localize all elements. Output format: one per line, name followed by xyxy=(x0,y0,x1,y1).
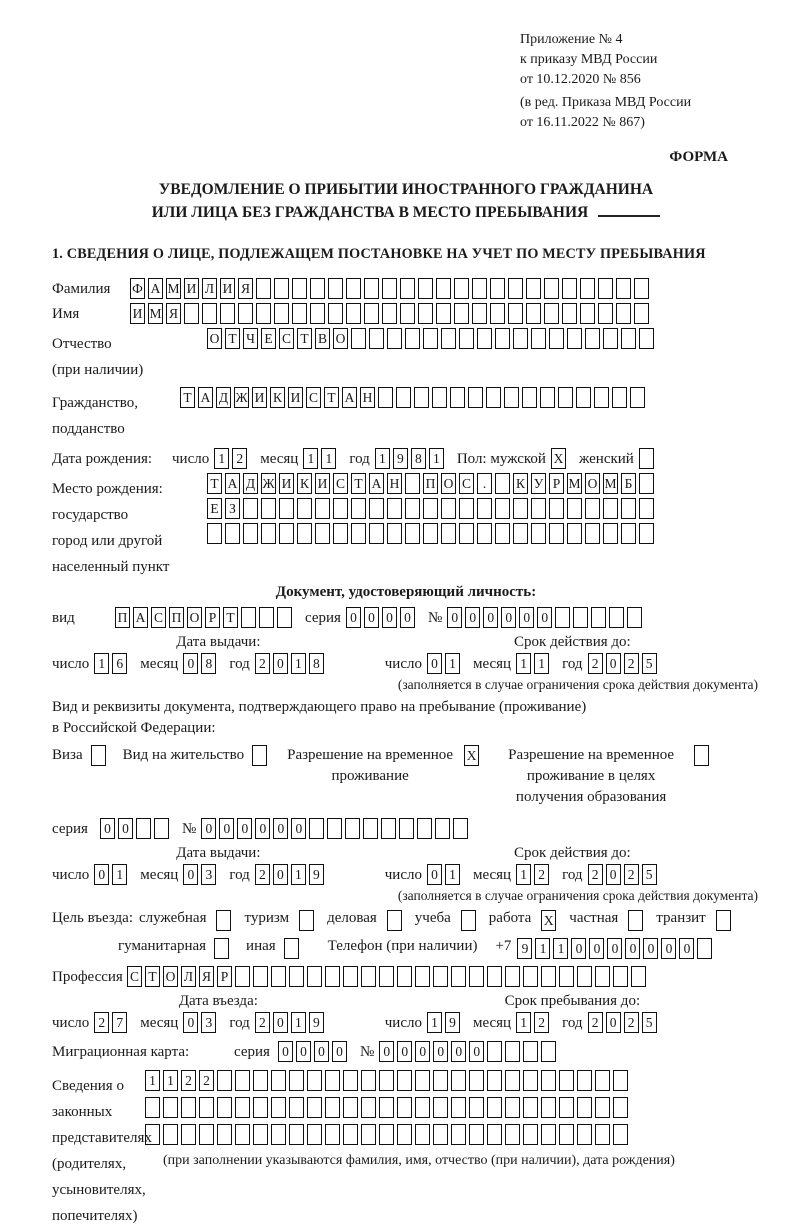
birth-place-row1-boxes[interactable]: Т А Д Ж И К И С Т А Н П О С . К У Р М О М Б xyxy=(207,473,657,494)
representatives-row1-boxes[interactable]: 1 1 2 2 xyxy=(145,1070,675,1091)
entry-day-boxes[interactable]: 2 7 xyxy=(94,1012,130,1033)
birth-day-boxes[interactable]: 1 2 xyxy=(214,448,250,469)
identity-issue-month-boxes[interactable]: 0 8 xyxy=(183,653,219,674)
identity-doc-heading: Документ, удостоверяющий личность: xyxy=(275,584,537,600)
purpose-humanitarian-checkbox[interactable] xyxy=(214,938,232,959)
month-label: месяц xyxy=(260,451,299,467)
valid-until-label: Срок действия до: xyxy=(514,845,631,861)
appendix-line: Приложение № 4 xyxy=(520,32,623,47)
residence-issue-date: число 0 1 месяц 0 3 год 2 0 1 9 xyxy=(52,864,385,885)
series-label: серия xyxy=(52,821,88,837)
representatives-note: (при заполнении указываются фамилия, имя, отчество (при наличии), дата рождения) xyxy=(163,1153,675,1168)
doc-series-boxes[interactable]: 0 0 0 0 xyxy=(346,607,418,628)
doc-number-boxes[interactable]: 0 0 0 0 0 0 xyxy=(447,607,645,628)
temp-permit-label: Разрешение на временное проживание xyxy=(287,747,454,784)
purpose-business-label: деловая xyxy=(327,910,377,926)
stay-month-boxes[interactable]: 1 2 xyxy=(516,1012,552,1033)
appendix-block xyxy=(520,30,760,133)
representatives-label: Сведения о законных представителях (родителях, усыновителях, попечителях) xyxy=(52,1078,152,1224)
restriction-note: (заполняется в случае ограничения срока действия документа) xyxy=(397,677,758,692)
stay-until-label: Срок пребывания до: xyxy=(504,993,641,1009)
purpose-study-checkbox[interactable] xyxy=(461,910,479,931)
appendix-line: от 10.12.2020 № 856 xyxy=(520,72,641,87)
issue-date-label: Дата выдачи: xyxy=(176,845,261,861)
purpose-humanitarian-label: гуманитарная xyxy=(118,938,207,954)
birth-date-row xyxy=(52,448,760,469)
purpose-tourism-label: туризм xyxy=(244,910,290,926)
edu-permit-checkbox[interactable] xyxy=(694,745,712,766)
identity-expiry-date: число 0 1 месяц 1 1 год 2 0 2 5 xyxy=(385,653,760,674)
identity-expiry-day-boxes[interactable]: 0 1 xyxy=(427,653,463,674)
residence-doc-date-headers xyxy=(52,845,760,862)
identity-doc-date-headers xyxy=(52,634,760,651)
residence-expiry-date: число 0 1 месяц 1 2 год 2 0 2 5 xyxy=(385,864,760,885)
given-name-row xyxy=(52,303,760,324)
series-label: серия xyxy=(234,1044,270,1060)
identity-expiry-month-boxes[interactable]: 1 1 xyxy=(516,653,552,674)
edu-permit-label: Разрешение на временное проживание в целях получения образования xyxy=(508,747,675,805)
birth-month-boxes[interactable]: 1 1 xyxy=(303,448,339,469)
form-title-line2: ИЛИ ЛИЦА БЕЗ ГРАЖДАНСТВА В МЕСТО ПРЕБЫВАНИЯ xyxy=(52,201,760,224)
doc-kind-label: вид xyxy=(52,610,75,626)
visa-label: Виза xyxy=(52,747,83,763)
patronymic-label: Отчество (при наличии) xyxy=(52,336,144,378)
profession-boxes[interactable]: С Т О Л Я Р xyxy=(127,966,649,987)
purpose-other-checkbox[interactable] xyxy=(284,938,302,959)
purpose-label: Цель въезда: xyxy=(52,910,133,926)
phone-label: Телефон (при наличии) xyxy=(327,938,478,954)
residence-doc-intro2: в Российской Федерации: xyxy=(52,720,216,736)
residence-number-boxes[interactable]: 0 0 0 0 0 0 xyxy=(201,818,471,839)
purpose-study-label: учеба xyxy=(414,910,451,926)
residence-doc-number-row xyxy=(52,818,760,839)
residence-issue-day-boxes[interactable]: 0 1 xyxy=(94,864,130,885)
purpose-work-label: работа xyxy=(488,910,532,926)
residence-expiry-day-boxes[interactable]: 0 1 xyxy=(427,864,463,885)
purpose-row2 xyxy=(52,938,760,959)
surname-row xyxy=(52,278,760,299)
number-label: № xyxy=(359,1044,375,1060)
residence-permit-checkbox[interactable] xyxy=(252,745,270,766)
female-label: женский xyxy=(578,451,634,467)
forma-label: ФОРМА xyxy=(669,149,728,165)
citizenship-row xyxy=(52,387,760,442)
surname-field-boxes[interactable]: Ф А М И Л И Я xyxy=(130,278,652,299)
phone-prefix: +7 xyxy=(495,938,512,954)
representatives-block xyxy=(52,1070,760,1229)
representatives-row2-boxes[interactable] xyxy=(145,1097,675,1118)
stay-day-boxes[interactable]: 1 9 xyxy=(427,1012,463,1033)
entry-date-headers xyxy=(52,993,760,1010)
birth-year-boxes[interactable]: 1 9 8 1 xyxy=(375,448,447,469)
number-label: № xyxy=(182,821,197,837)
purpose-official-label: служебная xyxy=(138,910,207,926)
entry-stay-dates xyxy=(52,1012,760,1033)
residence-issue-month-boxes[interactable]: 0 3 xyxy=(183,864,219,885)
day-label: число xyxy=(172,451,210,467)
identity-issue-date: число 1 6 месяц 0 8 год 2 0 1 8 xyxy=(52,653,385,674)
residence-series-boxes[interactable]: 0 0 xyxy=(100,818,172,839)
residence-doc-dates xyxy=(52,864,760,885)
patronymic-field-boxes[interactable]: О Т Ч Е С Т В О xyxy=(207,328,657,349)
migration-card-label: Миграционная карта: xyxy=(52,1044,190,1060)
purpose-business-checkbox[interactable] xyxy=(387,910,405,931)
migration-card-row xyxy=(52,1041,760,1062)
migration-number-boxes[interactable]: 0 0 0 0 0 0 xyxy=(379,1041,559,1062)
valid-until-label: Срок действия до: xyxy=(514,634,631,650)
identity-doc-row xyxy=(52,607,760,628)
representatives-row3-boxes[interactable] xyxy=(145,1124,675,1145)
stay-until-date: число 1 9 месяц 1 2 год 2 0 2 5 xyxy=(385,1012,760,1033)
birth-date-label: Дата рождения: xyxy=(52,451,153,467)
header xyxy=(52,30,760,133)
profession-label: Профессия xyxy=(52,969,123,985)
sex-label: Пол: мужской xyxy=(456,451,546,467)
entry-date: число 2 7 месяц 0 3 год 2 0 1 9 xyxy=(52,1012,385,1033)
section1-heading: 1. СВЕДЕНИЯ О ЛИЦЕ, ПОДЛЕЖАЩЕМ ПОСТАНОВКЕ НА УЧЕТ ПО МЕСТУ ПРЕБЫВАНИЯ xyxy=(52,246,706,262)
year-label: год xyxy=(349,451,370,467)
residence-doc-intro1: Вид и реквизиты документа, подтверждающего право на пребывание (проживание) xyxy=(52,699,587,715)
purpose-row xyxy=(52,910,760,931)
form-title xyxy=(52,178,760,224)
phone-boxes[interactable]: 9 1 1 0 0 0 0 0 0 0 xyxy=(517,938,715,959)
patronymic-row xyxy=(52,328,760,383)
amendment-line: от 16.11.2022 № 867) xyxy=(520,115,645,130)
restriction-note: (заполняется в случае ограничения срока действия документа) xyxy=(397,888,758,903)
male-checkbox[interactable]: X xyxy=(551,448,569,469)
purpose-official-checkbox[interactable] xyxy=(216,910,234,931)
entry-year-boxes[interactable]: 2 0 1 9 xyxy=(255,1012,327,1033)
form-title-line1: УВЕДОМЛЕНИЕ О ПРИБЫТИИ ИНОСТРАННОГО ГРАЖДАНИНА xyxy=(158,181,654,198)
residence-permit-label: Вид на жительство xyxy=(122,747,245,763)
identity-expiry-year-boxes[interactable]: 2 0 2 5 xyxy=(588,653,660,674)
purpose-transit-checkbox[interactable] xyxy=(716,910,734,931)
migration-series-boxes[interactable]: 0 0 0 0 xyxy=(278,1041,350,1062)
series-label: серия xyxy=(305,610,341,626)
given-name-label: Имя xyxy=(52,306,80,322)
appendix-line: к приказу МВД России xyxy=(520,52,658,67)
purpose-private-label: частная xyxy=(569,910,619,926)
representatives-rows xyxy=(145,1070,675,1169)
title-blank-line xyxy=(598,203,660,217)
birth-place-row2-boxes[interactable]: Е З xyxy=(207,498,657,519)
amendment-line: (в ред. Приказа МВД России xyxy=(520,95,692,110)
temp-permit-checkbox[interactable]: X xyxy=(464,745,482,766)
residence-issue-year-boxes[interactable]: 2 0 1 9 xyxy=(255,864,327,885)
doc-kind-boxes[interactable]: П А С П О Р Т xyxy=(115,607,295,628)
surname-label: Фамилия xyxy=(52,281,111,297)
residence-expiry-year-boxes[interactable]: 2 0 2 5 xyxy=(588,864,660,885)
entry-month-boxes[interactable]: 0 3 xyxy=(183,1012,219,1033)
purpose-work-checkbox[interactable]: X xyxy=(541,910,559,931)
birth-place-block xyxy=(52,473,760,580)
residence-expiry-month-boxes[interactable]: 1 2 xyxy=(516,864,552,885)
given-name-field-boxes[interactable]: И М Я xyxy=(130,303,652,324)
entry-date-label: Дата въезда: xyxy=(178,993,258,1009)
profession-row xyxy=(52,966,760,987)
number-label: № xyxy=(427,610,443,626)
citizenship-label: Гражданство, подданство xyxy=(52,395,139,437)
residence-doc-options xyxy=(52,745,760,808)
issue-date-label: Дата выдачи: xyxy=(176,634,261,650)
identity-issue-day-boxes[interactable]: 1 6 xyxy=(94,653,130,674)
stay-year-boxes[interactable]: 2 0 2 5 xyxy=(588,1012,660,1033)
citizenship-field-boxes[interactable]: Т А Д Ж И К И С Т А Н xyxy=(180,387,648,408)
birth-place-label: Место рождения: государство город или другой населенный пункт xyxy=(52,481,170,575)
purpose-tourism-checkbox[interactable] xyxy=(299,910,317,931)
purpose-other-label: иная xyxy=(246,938,276,954)
female-checkbox[interactable] xyxy=(639,448,657,469)
identity-doc-dates xyxy=(52,653,760,674)
birth-place-rows xyxy=(207,473,657,544)
identity-issue-year-boxes[interactable]: 2 0 1 8 xyxy=(255,653,327,674)
visa-checkbox[interactable] xyxy=(91,745,109,766)
birth-place-row3-boxes[interactable] xyxy=(207,523,657,544)
purpose-transit-label: транзит xyxy=(656,910,706,926)
purpose-private-checkbox[interactable] xyxy=(628,910,646,931)
